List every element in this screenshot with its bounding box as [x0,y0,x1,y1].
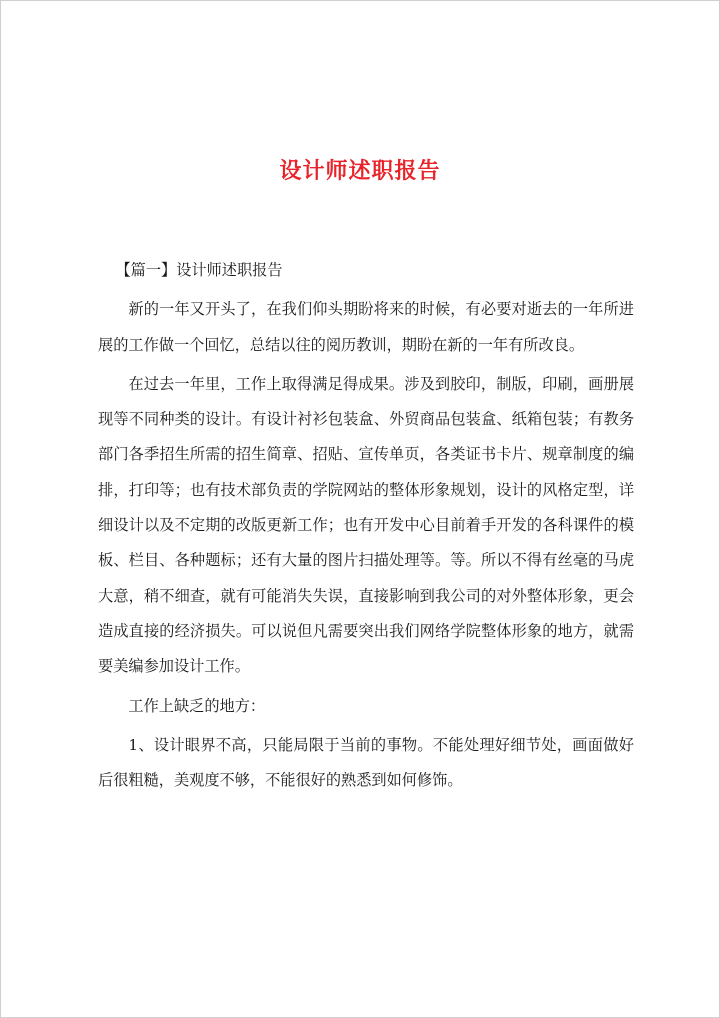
section-heading: 【篇一】设计师述职报告 [115,261,283,279]
document-title: 设计师述职报告 [279,158,441,184]
paragraph-shortcomings-heading: 工作上缺乏的地方： [128,696,266,715]
paragraph-intro: 新的一年又开头了，在我们仰头期盼将来的时候，有必要对逝去的一年所进展的工作做一个回忆，总结以往的阅历教训，期盼在新的一年有所改良。 [98,300,634,354]
paragraph-shortcoming-1: 1、设计眼界不高，只能局限于当前的事物。不能处理好细节处，画面做好后很粗糙，美观度不够，不能很好的熟悉到如何修饰。 [98,735,634,790]
document-body [98,253,634,802]
paragraph-achievements: 在过去一年里，工作上取得满足得成果。涉及到胶印，制版，印刷，画册展现等不同种类的设计。有设计衬衫包装盒、外贸商品包装盒、纸箱包装；有教务部门各季招生所需的招生简章、招贴、宣传单页，各类证书卡片、规章制度的编排，打印等；也有技术部负责的学院网站的整体形象规划，设计的风格定型，详细设计以及不定期的改版更新工作；也有开发中心目前着手开发的各科课件的模板、栏目、各种题标；还有大量的图片扫描处理等。等。所以不得有丝毫的马虎大意，稍不细查，就有可能消失失误，直接影响到我公司的对外整体形象，更会造成直接的经济损失。可以说但凡需要突出我们网络学院整体形象的地方，就需要美编参加设计工作。 [98,374,634,676]
